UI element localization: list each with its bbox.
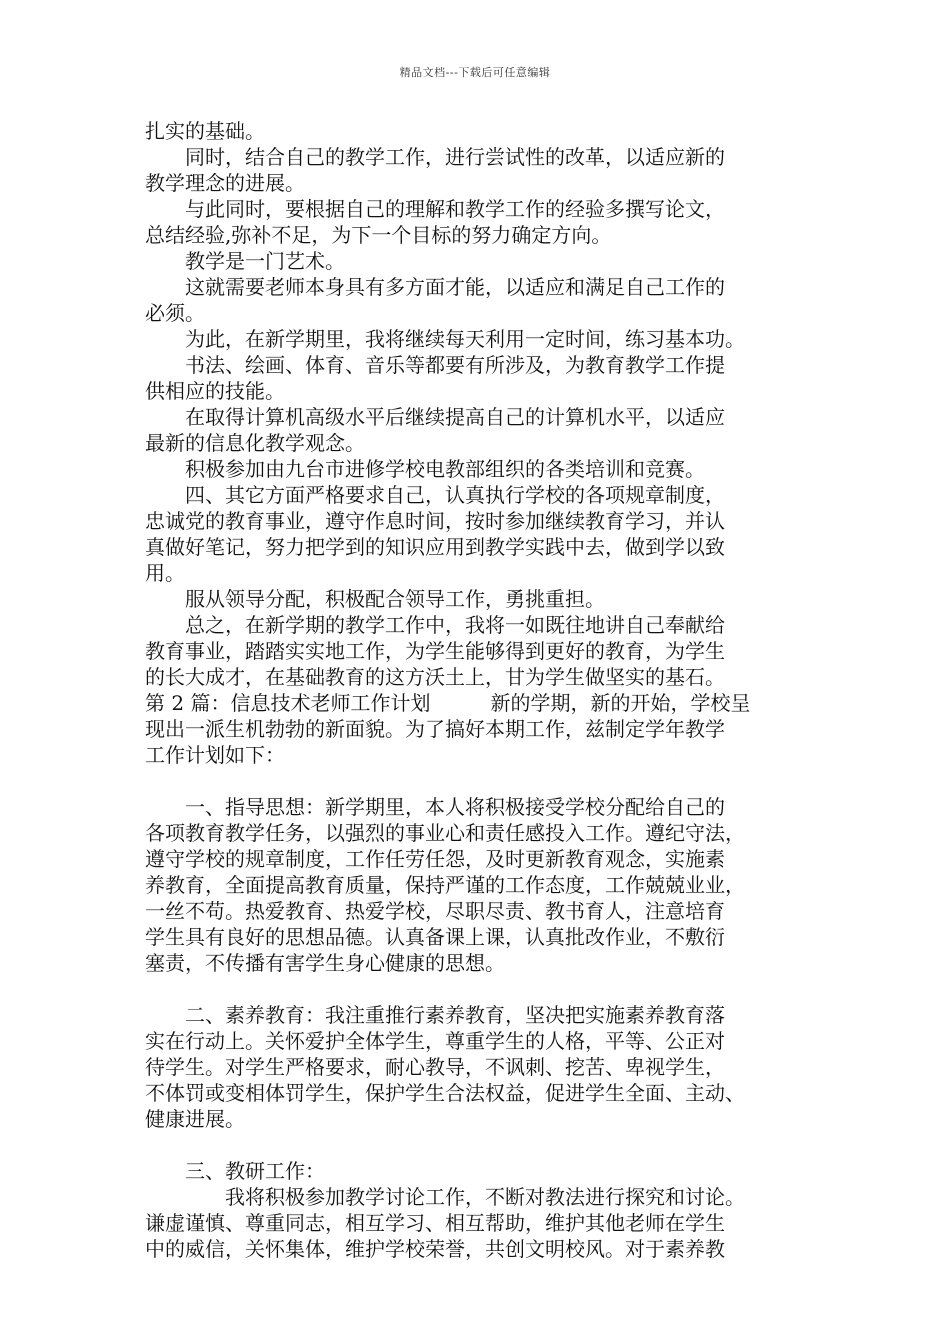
text-line: 这就需要老师本身具有多方面才能，以适应和满足自己工作的 [145,275,725,299]
text-line: 四、其它方面严格要求自己，认真执行学校的各项规章制度， [145,483,725,507]
text-line: 扎实的基础。 [145,119,265,143]
text-line: 为此，在新学期里，我将继续每天利用一定时间，练习基本功。 [145,327,745,351]
text-line: 一丝不苟。热爱教育、热爱学校，尽职尽责、教书育人，注意培育 [145,899,725,923]
text-line: 书法、绘画、体育、音乐等都要有所涉及，为教育教学工作提 [145,353,725,377]
text-line: 用。 [145,561,185,585]
blank-line [145,976,809,1002]
text-line: 同时，结合自己的教学工作，进行尝试性的改革，以适应新的 [145,145,725,169]
text-line: 实在行动上。关怀爱护全体学生，尊重学生的人格，平等、公正对 [145,1029,725,1053]
text-line: 遵守学校的规章制度，工作任劳任怨，及时更新教育观念，实施素 [145,847,725,871]
text-line: 一、指导思想：新学期里，本人将积极接受学校分配给自己的 [145,795,725,819]
text-line: 总之，在新学期的教学工作中，我将一如既往地讲自己奉献给 [145,613,725,637]
text-line: 教学是一门艺术。 [145,249,345,273]
blank-line [145,768,809,794]
text-line: 二、素养教育：我注重推行素养教育，坚决把实施素养教育落 [145,1003,725,1027]
text-line: 谦虚谨慎、尊重同志，相互学习、相互帮助，维护其他老师在学生 [145,1211,725,1235]
text-line: 在取得计算机高级水平后继续提高自己的计算机水平，以适应 [145,405,725,429]
text-line: 现出一派生机勃勃的新面貌。为了搞好本期工作，兹制定学年教学 [145,717,725,741]
text-line: 总结经验,弥补不足，为下一个目标的努力确定方向。 [145,223,612,247]
text-line: 教育事业，踏踏实实地工作，为学生能够得到更好的教育，为学生 [145,639,725,663]
text-line: 最新的信息化教学观念。 [145,431,365,455]
text-line: 健康进展。 [145,1107,245,1131]
text-line: 三、教研工作： [145,1159,325,1183]
text-line: 积极参加由九台市进修学校电教部组织的各类培训和竞赛。 [145,457,705,481]
text-line: 第 2 篇：信息技术老师工作计划 新的学期，新的开始，学校呈 [145,691,751,715]
text-line: 与此同时，要根据自己的理解和教学工作的经验多撰写论文， [145,197,725,221]
blank-line [145,1132,809,1158]
text-line: 各项教育教学任务，以强烈的事业心和责任感投入工作。遵纪守法， [145,821,745,845]
text-line: 服从领导分配，积极配合领导工作，勇挑重担。 [145,587,605,611]
text-line: 待学生。对学生严格要求，耐心教导，不讽刺、挖苦、卑视学生， [145,1055,725,1079]
text-line: 塞责，不传播有害学生身心健康的思想。 [145,951,505,975]
text-line: 我将积极参加教学讨论工作，不断对教法进行探究和讨论。 [145,1185,745,1209]
text-line: 必须。 [145,301,205,325]
text-line: 工作计划如下： [145,743,285,767]
text-line: 养教育，全面提高教育质量，保持严谨的工作态度，工作兢兢业业， [145,873,745,897]
text-line: 真做好笔记，努力把学到的知识应用到教学实践中去，做到学以致 [145,535,725,559]
text-line: 学生具有良好的思想品德。认真备课上课，认真批改作业，不敷衍 [145,925,725,949]
text-line: 的长大成才，在基础教育的这方沃土上，甘为学生做坚实的基石。 [145,665,725,689]
page-header: 精品文档---下载后可任意编辑 [399,66,551,79]
text-line: 教学理念的进展。 [145,171,305,195]
text-line: 供相应的技能。 [145,379,285,403]
document-body [145,118,809,1262]
text-line: 不体罚或变相体罚学生，保护学生合法权益，促进学生全面、主动、 [145,1081,745,1105]
text-line: 中的威信，关怀集体，维护学校荣誉，共创文明校风。对于素养教 [145,1237,725,1261]
text-line: 忠诚党的教育事业，遵守作息时间，按时参加继续教育学习，并认 [145,509,725,533]
